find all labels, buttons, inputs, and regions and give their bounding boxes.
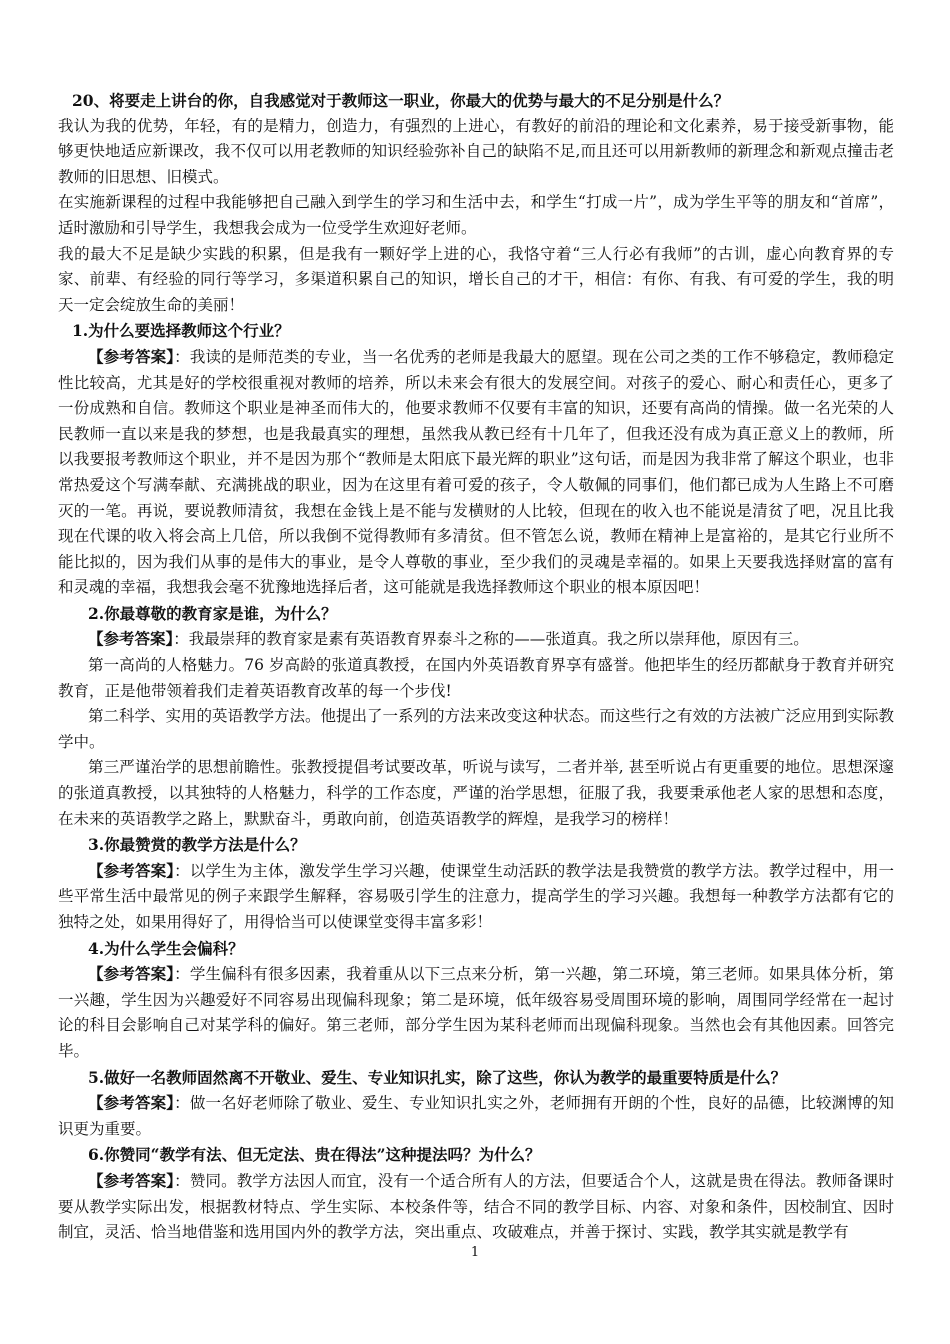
- question-5-answer: [58, 1090, 894, 1142]
- answer-tag: 【参考答案】: [88, 346, 175, 366]
- answer-text: ：我最崇拜的教育家是素有英语教育界泰斗之称的——张道真。我之所以崇拜他，原因有三。: [173, 630, 809, 649]
- answer-text: ：学生偏科有很多因素，我着重从以下三点来分析，第一兴趣，第二环境，第三老师。如果具体分析，第一兴趣，学生因为兴趣爱好不同容易出现偏科现象；第二是环境，低年级容易受周围环境的影响，周围同学经常在一起讨论的科目会影响自己对某学科的偏好。第三老师，部分学生因为某科老师而出现偏科现象。当然也会有其他因素。回答完毕。: [58, 965, 894, 1060]
- question-3-answer: [58, 858, 894, 936]
- answer-tag: 【参考答案】: [88, 629, 174, 649]
- question-2-paragraph: 第一高尚的人格魅力。76 岁高龄的张道真教授，在国内外英语教育界享有盛誉。他把毕生的经历都献身于教育并研究教育，正是他带领着我们走着英语教育改革的每一个步伐!: [58, 656, 894, 700]
- answer-text: ：做一名好老师除了敬业、爱生、专业知识扎实之外，老师拥有开朗的个性，良好的品德，比较渊博的知识更为重要。: [58, 1094, 894, 1138]
- answer-text: ：赞同。教学方法因人而宜，没有一个适合所有人的方法，但要适合个人，这就是贵在得法。教师备课时要从教学实际出发，根据教材特点、学生实际、本校条件等，结合不同的教学目标、内容、对象和条件，因校制宜、因时制宜，灵活、恰当地借鉴和选用国内外的教学方法，突出重点、攻破难点，并善于探讨、实践，教学其实就是教学有: [58, 1171, 894, 1242]
- question-5-title: 5.做好一名教师固然离不开敬业、爱生、专业知识扎实，除了这些，你认为教学的最重要特质是什么？: [88, 1067, 787, 1087]
- question-1-title: 1.为什么要选择教师这个行业？: [72, 321, 290, 341]
- document-page: [58, 88, 894, 1246]
- question-20-paragraph: 我的最大不足是缺少实践的积累，但是我有一颗好学上进的心，我恪守着“三人行必有我师”的古训，虚心向教育界的专家、前辈、有经验的同行等学习，多渠道积累自己的知识，增长自己的才干，相信：有你、有我、有可爱的学生，我的明天一定会绽放生命的美丽！: [58, 244, 894, 314]
- question-4-answer: [58, 961, 894, 1064]
- question-1-answer: [58, 344, 894, 601]
- question-20-paragraph: 我认为我的优势，年轻，有的是精力，创造力，有强烈的上进心，有教好的前沿的理论和文化素养，易于接受新事物，能够更快地适应新课改，我不仅可以用老教师的知识经验弥补自己的缺陷不足,而且还可以用新教师的新理念和新观点撞击老教师的旧思想、旧模式。: [58, 116, 894, 186]
- question-2-answer: [58, 626, 894, 653]
- answer-tag: 【参考答案】: [88, 964, 175, 984]
- question-4-title: 4.为什么学生会偏科？: [88, 938, 244, 958]
- question-2-paragraph: 第三严谨治学的思想前瞻性。张教授提倡考试要改革，听说与读写，二者并举, 甚至听说占有更重要的地位。思想深邃的张道真教授，以其独特的人格魅力，科学的工作态度，严谨的治学思想，征服了我，我要秉承他老人家的思想和态度，在未来的英语教学之路上，默默奋斗，勇敢向前，创造英语教学的辉煌，是我学习的榜样！: [58, 758, 894, 828]
- question-20-title: 20、将要走上讲台的你，自我感觉对于教师这一职业，你最大的优势与最大的不足分别是什么？: [72, 91, 730, 110]
- question-6-title: 6.你赞同“教学有法、但无定法、贵在得法”这种提法吗？为什么？: [88, 1145, 541, 1165]
- question-20-paragraph: 在实施新课程的过程中我能够把自己融入到学生的学习和生活中去，和学生“打成一片”，成为学生平等的朋友和“首席”，适时激励和引导学生，我想我会成为一位受学生欢迎好老师。: [58, 193, 894, 237]
- question-2-title: 2.你最尊敬的教育家是谁，为什么？: [88, 603, 337, 623]
- question-6-answer: [58, 1168, 894, 1246]
- question-3-title: 3.你最赞赏的教学方法是什么？: [88, 835, 306, 855]
- answer-tag: 【参考答案】: [88, 860, 175, 880]
- question-2-paragraph: 第二科学、实用的英语教学方法。他提出了一系列的方法来改变这种状态。而这些行之有效的方法被广泛应用到实际教学中。: [58, 707, 895, 751]
- answer-tag: 【参考答案】: [88, 1093, 175, 1113]
- answer-text: ：我读的是师范类的专业，当一名优秀的老师是我最大的愿望。现在公司之类的工作不够稳定，教师稳定性比较高，尤其是好的学校很重视对教师的培养，所以未来会有很大的发展空间。对孩子的爱心、耐心和责任心，更多了一份成熟和自信。教师这个职业是神圣而伟大的，他要求教师不仅要有丰富的知识，还要有高尚的情操。做一名光荣的人民教师一直以来是我的梦想，也是我最真实的理想，虽然我从教已经有十几年了，但我还没有成为真正意义上的教师，所以我要报考教师这个职业，并不是因为那个“教师是太阳底下最光辉的职业”这句话，而是因为我非常了解这个职业，也非常热爱这个写满奉献、充满挑战的职业，因为在这里有着可爱的孩子，令人敬佩的同事们，他们都已成为人生路上不可磨灭的一笔。再说，要说教师清贫，我想在金钱上是不能与发横财的人比较，但现在的收入也不能说是清贫了吧，况且比我现在代课的收入将会高上几倍，所以我倒不觉得教师有多清贫。但不管怎么说，教师在精神上是富裕的，是其它行业所不能比拟的，因为我们从事的是伟大的事业，是令人尊敬的事业，至少我们的灵魂是幸福的。如果上天要我选择财富的富有和灵魂的幸福，我想我会毫不犹豫地选择后者，这可能就是我选择教师这个职业的根本原因吧！: [58, 347, 894, 597]
- page-number: 1: [470, 1245, 480, 1260]
- answer-text: ：以学生为主体，激发学生学习兴趣，使课堂生动活跃的教学法是我赞赏的教学方法。教学过程中，用一些平常生活中最常见的例子来跟学生解释，容易吸引学生的注意力，提高学生的学习兴趣。我想每一种教学方法都有它的独特之处，如果用得好了，用得恰当可以使课堂变得丰富多彩！: [58, 861, 894, 931]
- answer-tag: 【参考答案】: [88, 1170, 175, 1190]
